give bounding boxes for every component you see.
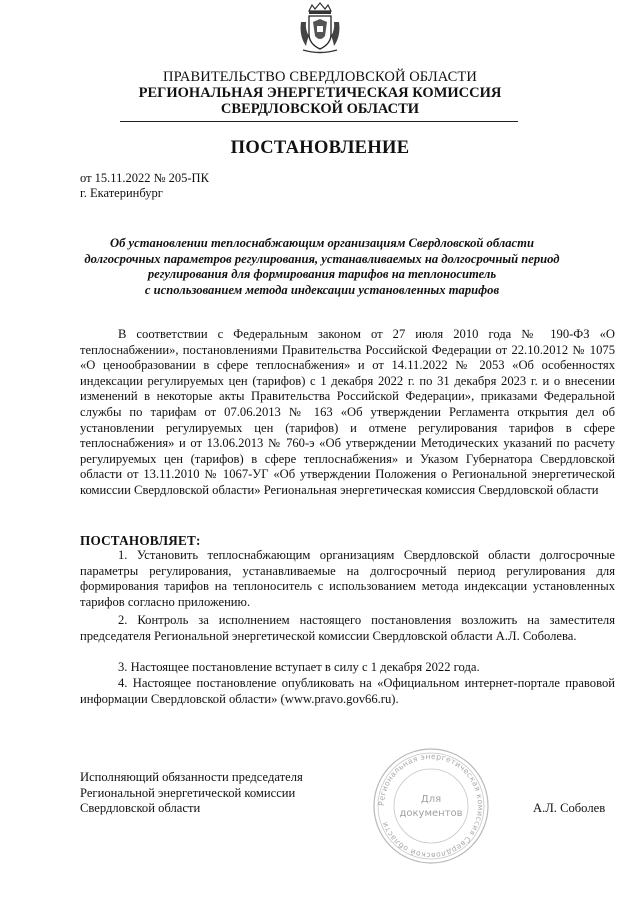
- header-commission: РЕГИОНАЛЬНАЯ ЭНЕРГЕТИЧЕСКАЯ КОМИССИЯ: [138, 85, 502, 101]
- header-region: СВЕРДЛОВСКОЙ ОБЛАСТИ: [220, 101, 420, 117]
- signer-name: А.Л. Соболев: [533, 801, 606, 815]
- subject-line: с использованием метода индексации установленных тарифов: [144, 282, 500, 297]
- header-divider: [120, 121, 518, 122]
- stamp-ring-text: Региональная энергетическая комиссия Свердловской области: [376, 751, 486, 861]
- resolution-item-4: 4. Настоящее постановление опубликовать на «Официальном интернет-портале правовой информации Свердловской области» (www.pravo.gov66.ru).: [80, 676, 615, 706]
- resolution-item-1: 1. Установить теплоснабжающим организациям Свердловской области долгосрочные параметры регулирования, устанавливаемые на долгосрочный период регулирования для формирования тарифов на теплоноситель с использованием метода индексации установленных тарифов согласно приложению.: [80, 548, 615, 609]
- signer-position-line: Региональной энергетической комиссии: [80, 785, 296, 800]
- coat-of-arms-icon: [297, 2, 343, 56]
- resolution-item-3: 3. Настоящее постановление вступает в силу с 1 декабря 2022 года.: [118, 660, 480, 674]
- resolution-item-2: 2. Контроль за исполнением настоящего постановления возложить на заместителя председателя Региональной энергетической комиссии Свердловской области А.Л. Соболева.: [80, 613, 615, 643]
- signer-position-line: Исполняющий обязанности председателя: [80, 770, 303, 784]
- subject-line: Об установлении теплоснабжающим организациям Свердловской области: [110, 236, 534, 250]
- official-stamp: [372, 747, 490, 865]
- document-title: ПОСТАНОВЛЕНИЕ: [230, 138, 410, 158]
- document-date-number: от 15.11.2022 № 205-ПК: [80, 171, 209, 185]
- document-subject: [80, 236, 564, 298]
- signer-position-line: Свердловской области: [80, 801, 201, 815]
- stamp-center-line: Для: [420, 794, 442, 805]
- subject-line: долгосрочных параметров регулирования, устанавливаемых на долгосрочный период: [84, 251, 560, 266]
- signature-block: [80, 770, 303, 817]
- subject-line: регулирования для формирования тарифов на теплоноситель: [147, 267, 497, 281]
- header-government: ПРАВИТЕЛЬСТВО СВЕРДЛОВСКОЙ ОБЛАСТИ: [163, 69, 477, 85]
- document-city: г. Екатеринбург: [80, 186, 163, 200]
- resolves-heading: ПОСТАНОВЛЯЕТ:: [80, 533, 201, 548]
- svg-text:Региональная энергетическая ко: [377, 752, 485, 860]
- stamp-center-line: документов: [399, 808, 463, 819]
- preamble-paragraph: В соответствии с Федеральным законом от 27 июля 2010 года № 190-ФЗ «О теплоснабжении», постановлениями Правительства Российской Федерации от 22.10.2012 № 1075 «О ценообразовании в сфере теплоснабжения» и от 14.11.2022 № 2053 «Об особенностях индексации регулируемых цен (тарифов) с 1 декабря 2022 г. по 31 декабря 2023 г. и о внесении изменений в некоторые акты Правительства Российской Федерации», приказами Федеральной службы по тарифам от 07.06.2013 № 163 «Об утверждении Регламента открытия дел об установлении регулируемых цен (тарифов) и отмене регулирования тарифов в сфере теплоснабжения» и от 13.06.2013 № 760-э «Об утверждении Методических указаний по расчету регулируемых цен (тарифов) в сфере теплоснабжения» и Указом Губернатора Свердловской области от 13.11.2010 № 1067-УГ «Об утверждении Положения о Региональной энергетической комиссии Свердловской области» Региональная энергетическая комиссия Свердловской области: [80, 327, 615, 497]
